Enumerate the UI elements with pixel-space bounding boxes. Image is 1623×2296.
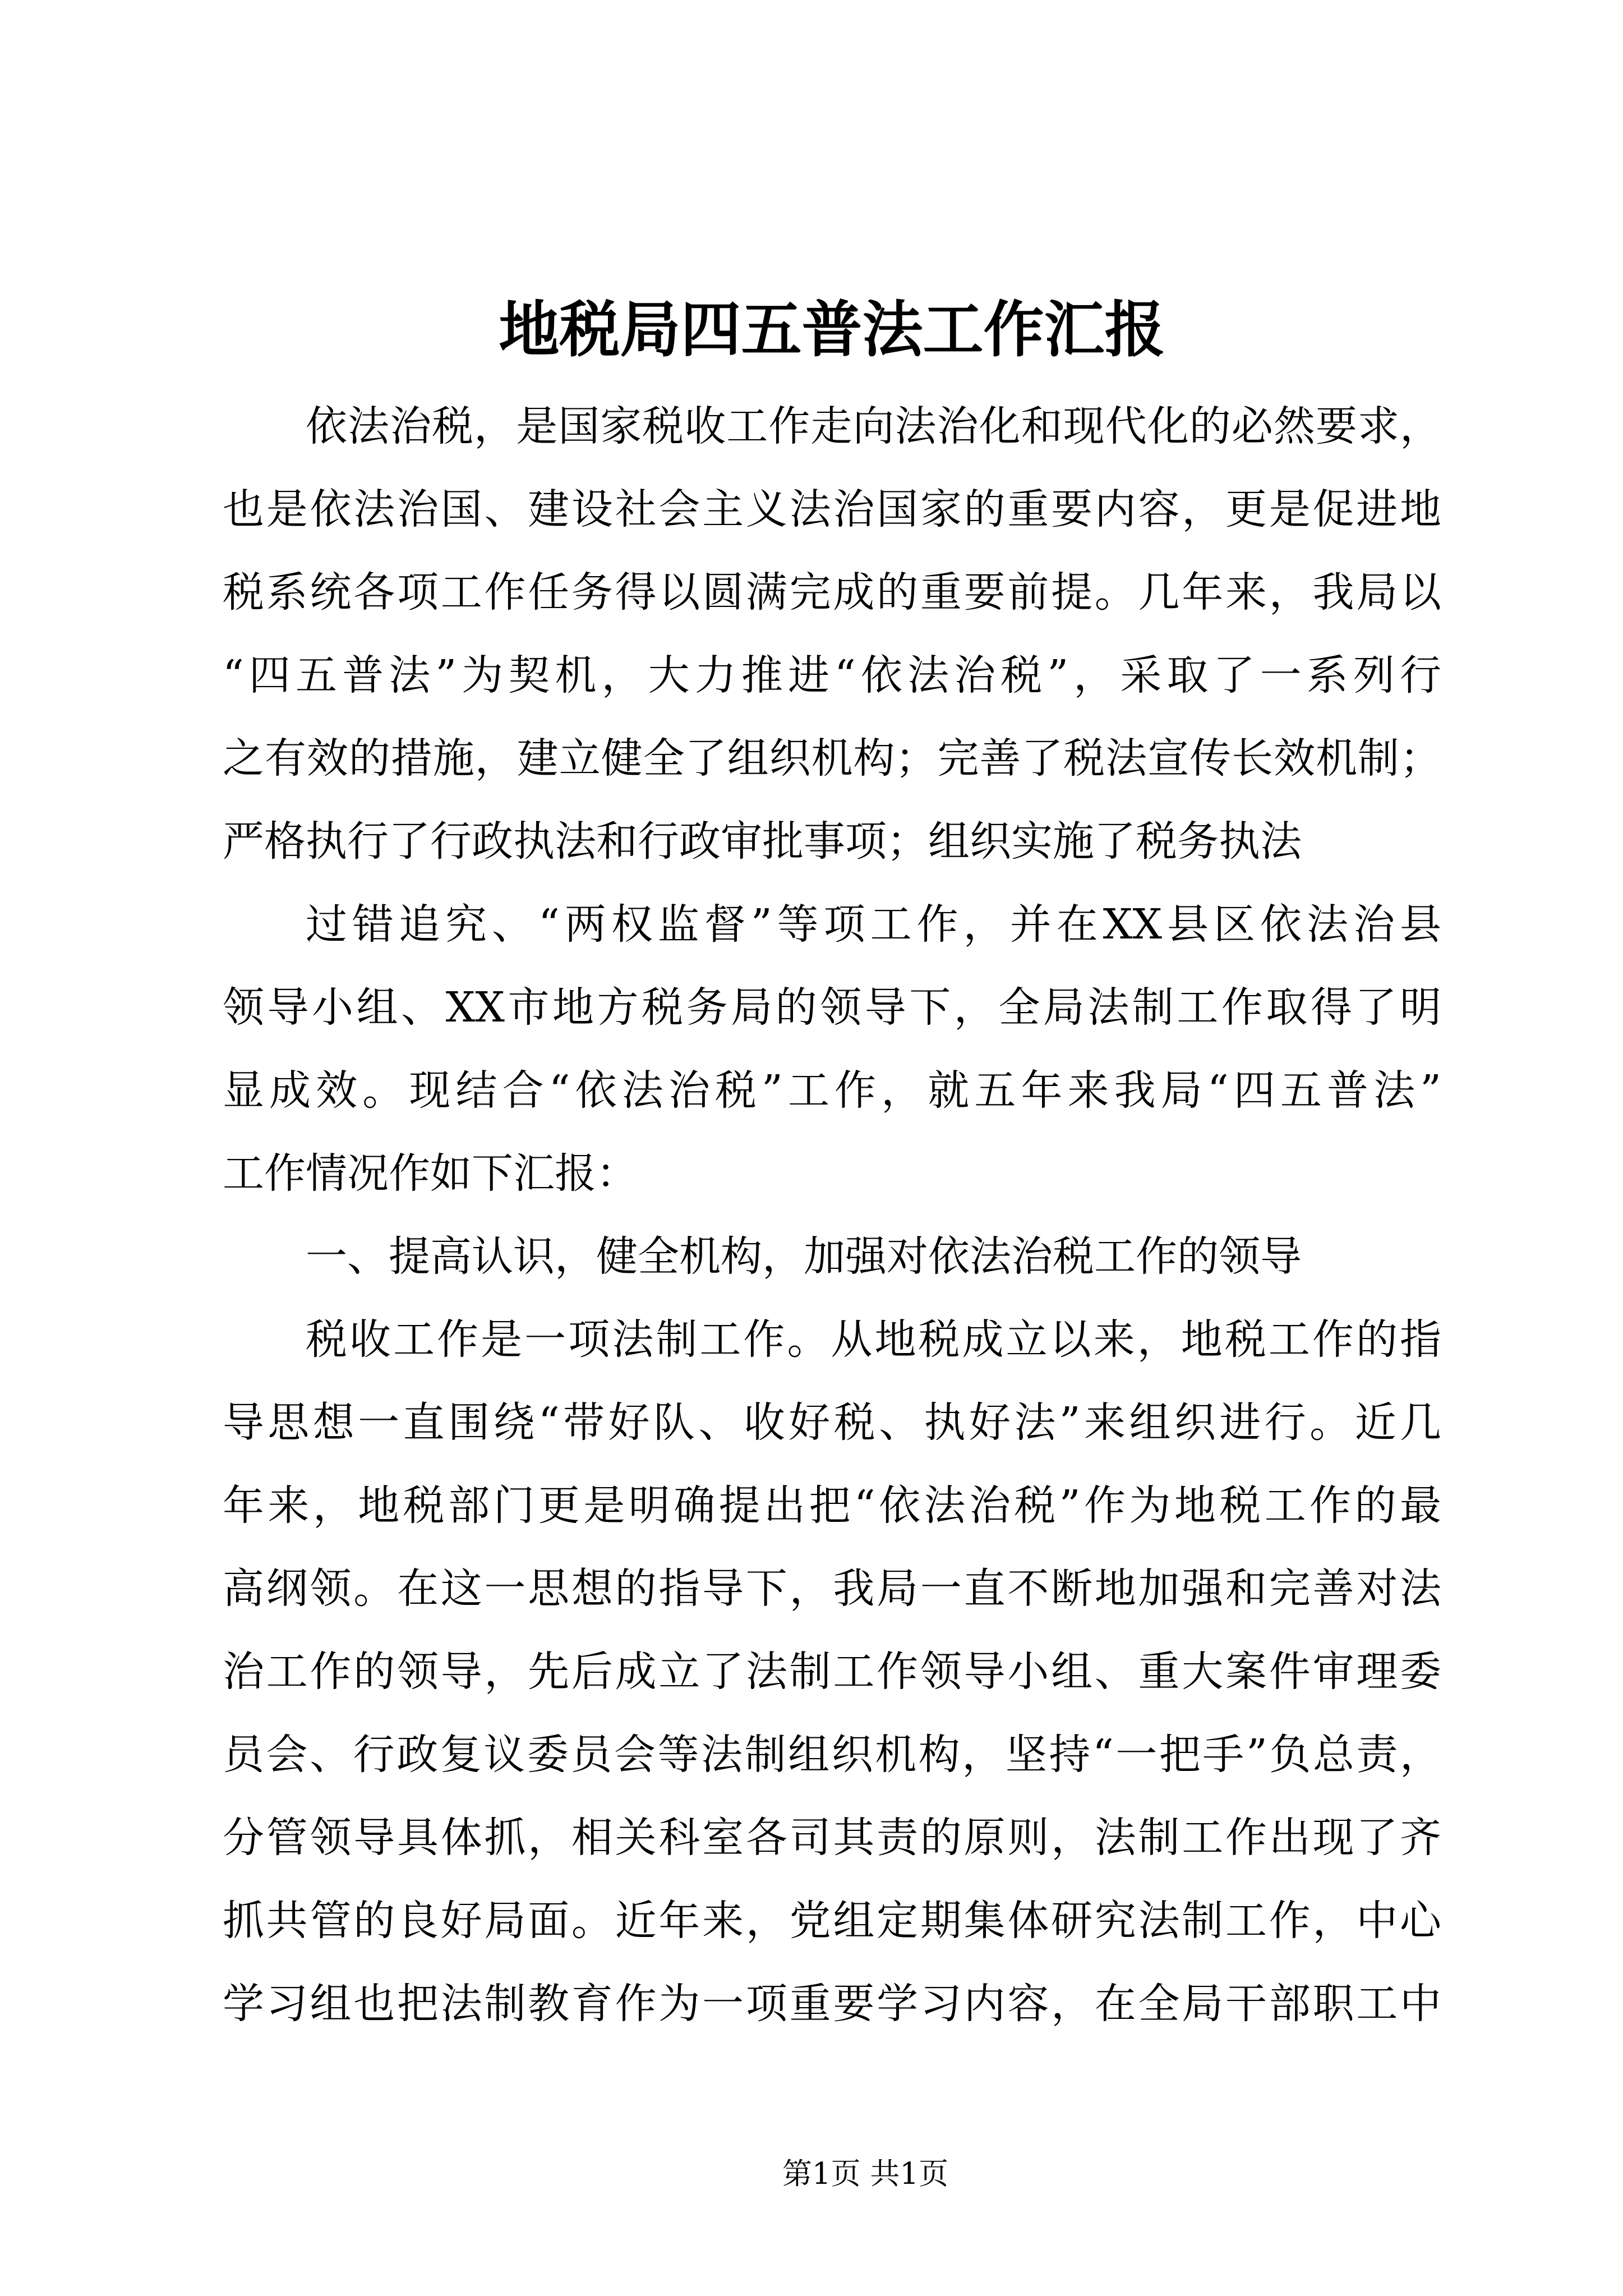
paragraph-line: 也是依法治国、建设社会主义法治国家的重要内容，更是促进地 bbox=[223, 485, 1441, 533]
paragraph-line: 税系统各项工作任务得以圆满完成的重要前提。几年来，我局以 bbox=[223, 568, 1441, 616]
document-body bbox=[223, 385, 1441, 2045]
paragraph-line: 导思想一直围绕“带好队、收好税、执好法”来组织进行。近几 bbox=[223, 1398, 1441, 1447]
paragraph-intro bbox=[223, 385, 1441, 883]
paragraph-line: 税收工作是一项法制工作。从地税成立以来，地税工作的指 bbox=[306, 1315, 1441, 1364]
paragraph-section-one bbox=[223, 1298, 1441, 2045]
paragraph-line: 高纲领。在这一思想的指导下，我局一直不断地加强和完善对法 bbox=[223, 1565, 1441, 1613]
paragraph-line: 抓共管的良好局面。近年来，党组定期集体研究法制工作，中心 bbox=[223, 1897, 1441, 1945]
paragraph-line: 严格执行了行政执法和行政审批事项；组织实施了税务执法 bbox=[223, 817, 1302, 866]
paragraph-line: 员会、行政复议委员会等法制组织机构，坚持“一把手”负总责， bbox=[223, 1731, 1441, 1779]
section-heading bbox=[223, 1215, 1441, 1298]
paragraph-continuation bbox=[223, 883, 1441, 1215]
paragraph-line: 过错追究、“两权监督”等项工作，并在XX县区依法治县 bbox=[306, 900, 1441, 949]
paragraph-line: 分管领导具体抓，相关科室各司其责的原则，法制工作出现了齐 bbox=[223, 1814, 1441, 1862]
paragraph-line: 治工作的领导，先后成立了法制工作领导小组、重大案件审理委 bbox=[223, 1648, 1441, 1696]
paragraph-line: 之有效的措施，建立健全了组织机构；完善了税法宣传长效机制； bbox=[223, 734, 1441, 783]
paragraph-line: 依法治税，是国家税收工作走向法治化和现代化的必然要求， bbox=[306, 402, 1441, 450]
paragraph-line: 年来，地税部门更是明确提出把“依法治税”作为地税工作的最 bbox=[223, 1481, 1441, 1530]
page-number-footer: 第1页 共1页 bbox=[782, 2157, 949, 2191]
paragraph-line: 显成效。现结合“依法治税”工作，就五年来我局“四五普法” bbox=[223, 1066, 1441, 1115]
paragraph-line: 学习组也把法制教育作为一项重要学习内容，在全局干部职工中 bbox=[223, 1980, 1441, 2028]
document-title: 地税局四五普法工作汇报 bbox=[499, 295, 1165, 365]
paragraph-line: 工作情况作如下汇报： bbox=[223, 1149, 638, 1198]
paragraph-line: 领导小组、XX市地方税务局的领导下，全局法制工作取得了明 bbox=[223, 983, 1441, 1032]
paragraph-line: “四五普法”为契机，大力推进“依法治税”，采取了一系列行 bbox=[223, 651, 1441, 700]
section-heading-line: 一、提高认识，健全机构，加强对依法治税工作的领导 bbox=[306, 1232, 1302, 1281]
